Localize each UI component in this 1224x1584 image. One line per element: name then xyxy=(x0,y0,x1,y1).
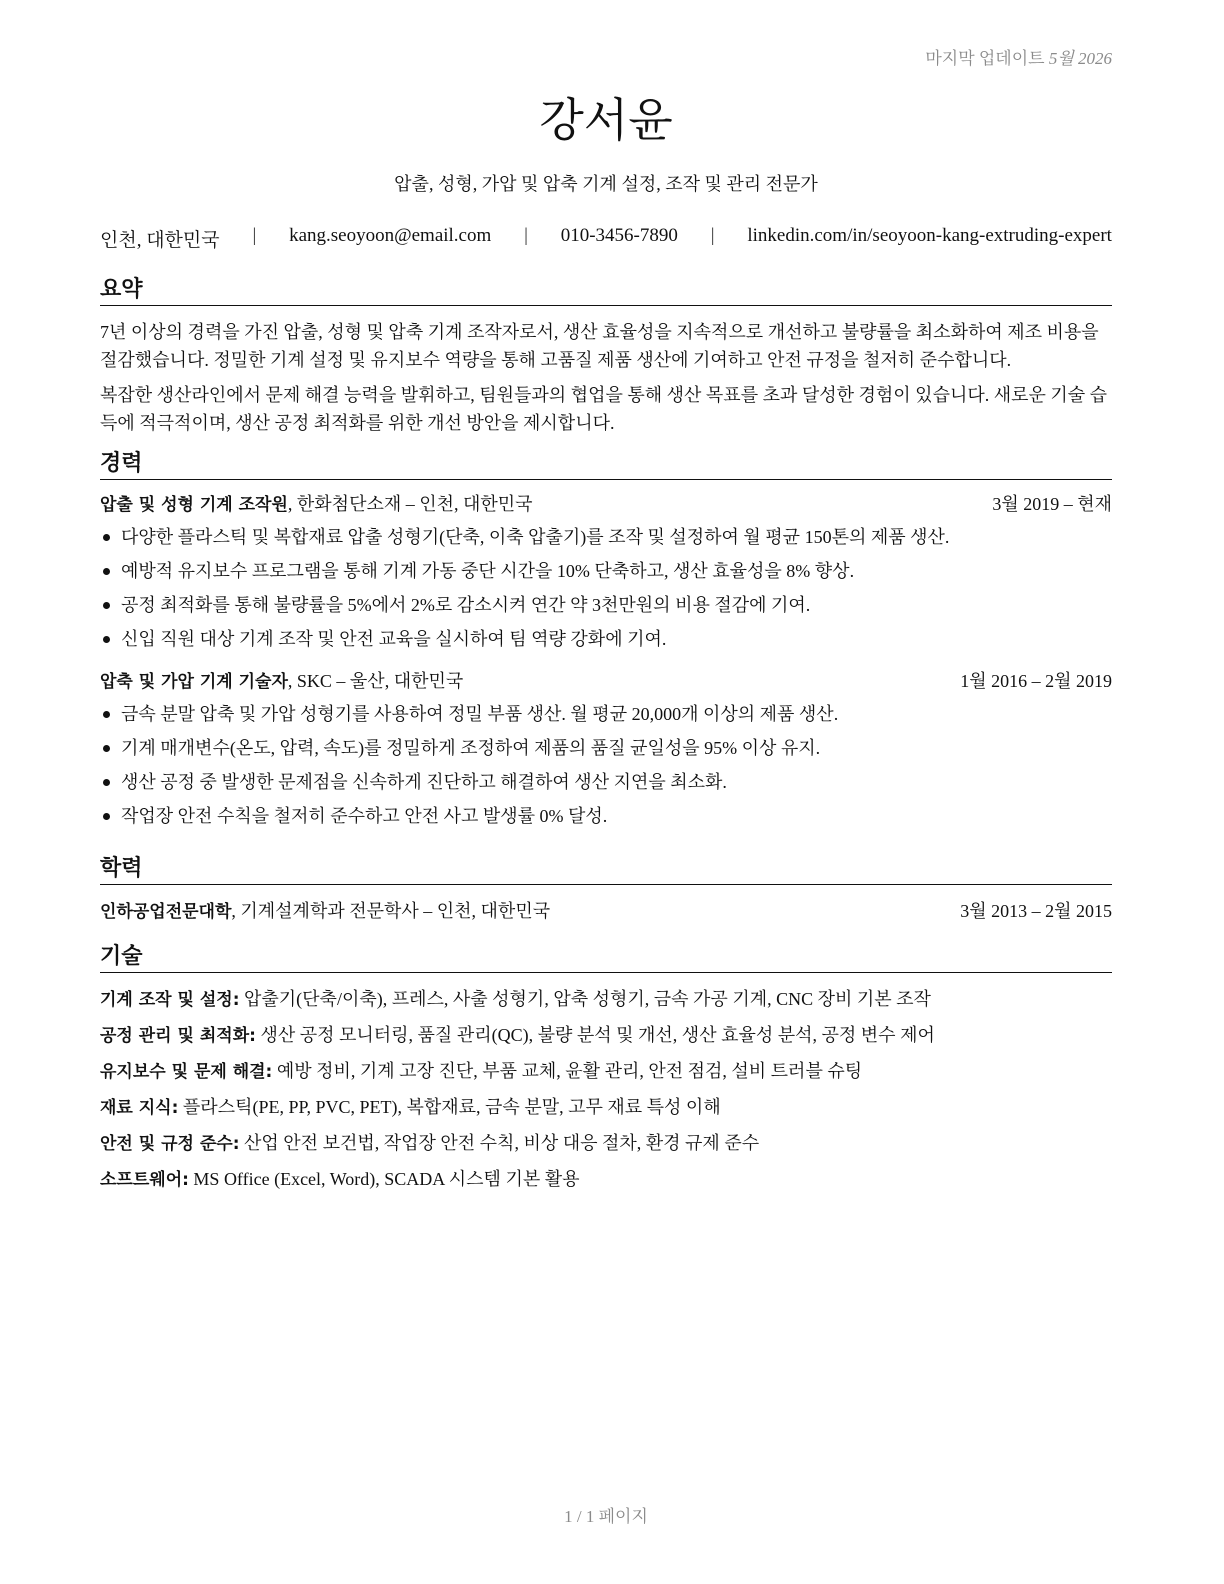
section-title-education: 학력 xyxy=(100,855,1112,885)
experience-section xyxy=(100,450,1112,836)
contact-separator: | xyxy=(710,225,715,246)
skill-row xyxy=(100,985,1112,1014)
contact-line xyxy=(100,225,1112,252)
summary-section xyxy=(100,276,1112,437)
job-bullets xyxy=(100,700,1112,830)
job-bullets xyxy=(100,523,1112,653)
job-bullet: 금속 분말 압축 및 가압 성형기를 사용하여 정밀 부품 생산. 월 평균 20,000개 이상의 제품 생산. xyxy=(100,700,1112,728)
skill-value: 예방 정비, 기계 고장 진단, 부품 교체, 윤활 관리, 안전 점검, 설비 트러블 슈팅 xyxy=(272,1061,863,1081)
job-bullet: 기계 매개변수(온도, 압력, 속도)를 정밀하게 조정하여 제품의 품질 균일성을 95% 이상 유지. xyxy=(100,734,1112,762)
job-entry xyxy=(100,490,1112,653)
contact-phone: 010-3456-7890 xyxy=(560,225,678,246)
contact-email[interactable]: kang.seoyoon@email.com xyxy=(289,225,492,246)
job-title: 압출 및 성형 기계 조작원 xyxy=(100,495,288,515)
job-bullet: 신입 직원 대상 기계 조작 및 안전 교육을 실시하여 팀 역량 강화에 기여. xyxy=(100,625,1112,653)
summary-paragraph: 7년 이상의 경력을 가진 압출, 성형 및 압축 기계 조작자로서, 생산 효율성을 지속적으로 개선하고 불량률을 최소화하여 제조 비용을 절감했습니다. 정밀한 기계 설정 및 유지보수 역량을 통해 고품질 제품 생산에 기여하고 안전 규정을 철저히 준수합니다. xyxy=(100,322,1099,370)
skill-label: 공정 관리 및 최적화: xyxy=(100,1026,256,1046)
skill-row xyxy=(100,1021,1112,1050)
contact-linkedin[interactable]: linkedin.com/in/seoyoon-kang-extruding-expert xyxy=(747,225,1112,246)
job-bullet: 공정 최적화를 통해 불량률을 5%에서 2%로 감소시켜 연간 약 3천만원의 비용 절감에 기여. xyxy=(100,591,1112,619)
job-header xyxy=(100,490,1112,519)
resume-page xyxy=(100,0,1112,1584)
candidate-name: 강서윤 xyxy=(539,93,673,147)
skill-row xyxy=(100,1165,1112,1194)
job-entry xyxy=(100,667,1112,830)
skill-label: 안전 및 규정 준수: xyxy=(100,1134,240,1154)
skill-row xyxy=(100,1057,1112,1086)
page-number: 1 / 1 페이지 xyxy=(564,1507,648,1526)
job-dates: 1월 2016 – 2월 2019 xyxy=(960,671,1112,691)
job-header xyxy=(100,667,1112,696)
contact-separator: | xyxy=(252,225,257,246)
last-updated xyxy=(925,44,1112,69)
section-title-summary: 요약 xyxy=(100,276,1112,306)
job-title: 압축 및 가압 기계 기술자 xyxy=(100,672,288,692)
job-bullet: 예방적 유지보수 프로그램을 통해 기계 가동 중단 시간을 10% 단축하고, 생산 효율성을 8% 향상. xyxy=(100,557,1112,585)
skill-value: 생산 공정 모니터링, 품질 관리(QC), 불량 분석 및 개선, 생산 효율성 분석, 공정 변수 제어 xyxy=(255,1025,935,1045)
contact-location: 인천, 대한민국 xyxy=(100,230,220,251)
job-bullet: 다양한 플라스틱 및 복합재료 압출 성형기(단축, 이축 압출기)를 조작 및 설정하여 월 평균 150톤의 제품 생산. xyxy=(100,523,1112,551)
degree-detail: , 기계설계학과 전문학사 – 인천, 대한민국 xyxy=(231,901,551,921)
skill-value: MS Office (Excel, Word), SCADA 시스템 기본 활용 xyxy=(188,1169,580,1189)
job-dates: 3월 2019 – 현재 xyxy=(992,494,1112,514)
skill-label: 소프트웨어: xyxy=(100,1170,189,1190)
skill-label: 기계 조작 및 설정: xyxy=(100,990,240,1010)
education-entry xyxy=(100,897,1112,926)
job-bullet: 생산 공정 중 발생한 문제점을 신속하게 진단하고 해결하여 생산 지연을 최소화. xyxy=(100,768,1112,796)
job-bullet: 작업장 안전 수칙을 철저히 준수하고 안전 사고 발생률 0% 달성. xyxy=(100,802,1112,830)
skill-value: 산업 안전 보건법, 작업장 안전 수칙, 비상 대응 절차, 환경 규제 준수 xyxy=(239,1133,760,1153)
skill-row xyxy=(100,1129,1112,1158)
skill-label: 유지보수 및 문제 해결: xyxy=(100,1062,273,1082)
summary-paragraph: 복잡한 생산라인에서 문제 해결 능력을 발휘하고, 팀원들과의 협업을 통해 생산 목표를 초과 달성한 경험이 있습니다. 새로운 기술 습득에 적극적이며, 생산 공정 최적화를 위한 개선 방안을 제시합니다. xyxy=(100,385,1108,433)
skill-value: 플라스틱(PE, PP, PVC, PET), 복합재료, 금속 분말, 고무 재료 특성 이해 xyxy=(178,1097,721,1117)
skill-label: 재료 지식: xyxy=(100,1098,179,1118)
education-dates: 3월 2013 – 2월 2015 xyxy=(960,901,1112,921)
job-organization: , 한화첨단소재 – 인천, 대한민국 xyxy=(287,494,533,514)
skill-value: 압출기(단축/이축), 프레스, 사출 성형기, 압축 성형기, 금속 가공 기계, CNC 장비 기본 조작 xyxy=(239,989,931,1009)
education-section xyxy=(100,855,1112,926)
school-name: 인하공업전문대학 xyxy=(100,902,232,922)
job-organization: , SKC – 울산, 대한민국 xyxy=(287,671,464,691)
last-updated-label: 마지막 업데이트 xyxy=(925,49,1045,68)
skills-list xyxy=(100,985,1112,1194)
skill-row xyxy=(100,1093,1112,1122)
last-updated-date: 5월 2026 xyxy=(1048,49,1112,68)
skills-section xyxy=(100,943,1112,1201)
contact-separator: | xyxy=(524,225,528,246)
section-title-experience: 경력 xyxy=(100,450,1112,480)
section-title-skills: 기술 xyxy=(100,943,1112,973)
tagline: 압출, 성형, 가압 및 압축 기계 설정, 조작 및 관리 전문가 xyxy=(394,174,818,194)
